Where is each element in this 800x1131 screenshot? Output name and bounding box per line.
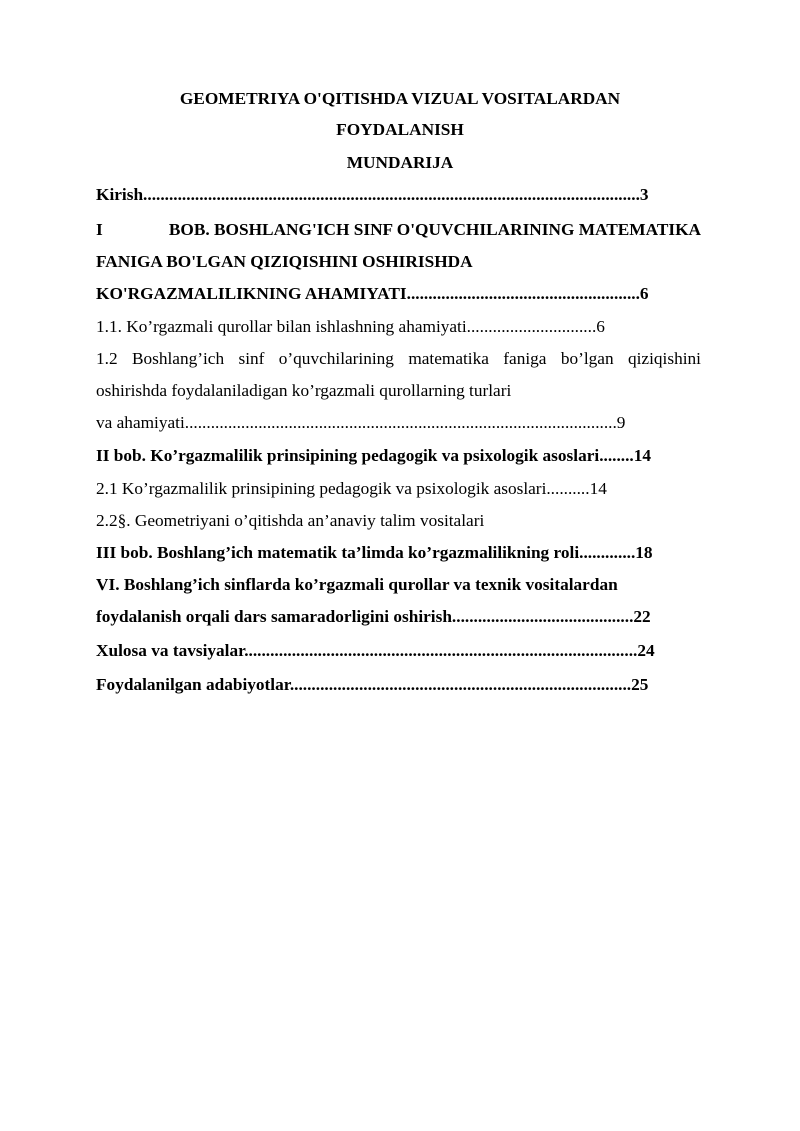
toc-intro: Kirish...................................................................................................................3	[96, 185, 649, 204]
toc-chapter4-line1: VI. Boshlang’ich sinflarda ko’rgazmali qurollar va texnik vositalardan	[96, 575, 618, 594]
toc-chapter1-line1	[96, 219, 701, 241]
toc-chapter4-line2: foydalanish orqali dars samaradorligini oshirish..........................................22	[96, 607, 651, 626]
toc-chapter1-title: BOB. BOSHLANG'ICH SINF O'QUVCHILARINING MATEMATIKA	[168, 220, 701, 239]
toc-word: 1.2	[96, 349, 118, 368]
toc-word: matematika	[408, 349, 489, 368]
toc-word: qiziqishini	[627, 349, 701, 368]
document-title-line2: FOYDALANISH	[336, 120, 464, 139]
contents-heading: MUNDARIJA	[346, 153, 454, 172]
toc-conclusion: Xulosa va tavsiyalar...........................................................................................24	[96, 641, 655, 660]
toc-section-1-2-line2: oshirishda foydalaniladigan ko’rgazmali qurollarning turlari	[96, 381, 512, 400]
toc-word: sinf	[238, 349, 265, 368]
toc-section-1-2-line3: va ahamiyati....................................................................................................9	[96, 413, 626, 432]
toc-word: o’quvchilarining	[278, 349, 394, 368]
toc-chapter3: III bob. Boshlang’ich matematik ta’limda ko’rgazmalilikning roli.............18	[96, 543, 653, 562]
document-title-line1: GEOMETRIYA O'QITISHDA VIZUAL VOSITALARDAN	[179, 89, 621, 108]
toc-chapter2: II bob. Ko’rgazmalilik prinsipining pedagogik va psixologik asoslari........14	[96, 446, 652, 465]
toc-word: bo’lgan	[560, 349, 614, 368]
toc-word: Boshlang’ich	[131, 349, 225, 368]
toc-word: faniga	[503, 349, 547, 368]
toc-section-1-1: 1.1. Ko’rgazmali qurollar bilan ishlashning ahamiyati..............................6	[96, 317, 605, 336]
toc-section-2-1: 2.1 Ko’rgazmalilik prinsipining pedagogik va psixologik asoslari..........14	[96, 479, 607, 498]
toc-section-2-2: 2.2§. Geometriyani o’qitishda an’anaviy talim vositalari	[96, 511, 485, 530]
toc-section-1-2-line1	[96, 348, 701, 370]
toc-chapter1-line3: KO'RGAZMALILIKNING AHAMIYATI......................................................6	[96, 284, 649, 303]
toc-chapter1-line2: FANIGA BO'LGAN QIZIQISHINI OSHIRISHDA	[96, 252, 473, 271]
toc-chapter1-number: I	[96, 220, 103, 239]
toc-references: Foydalanilgan adabiyotlar...............................................................................25	[96, 675, 649, 694]
